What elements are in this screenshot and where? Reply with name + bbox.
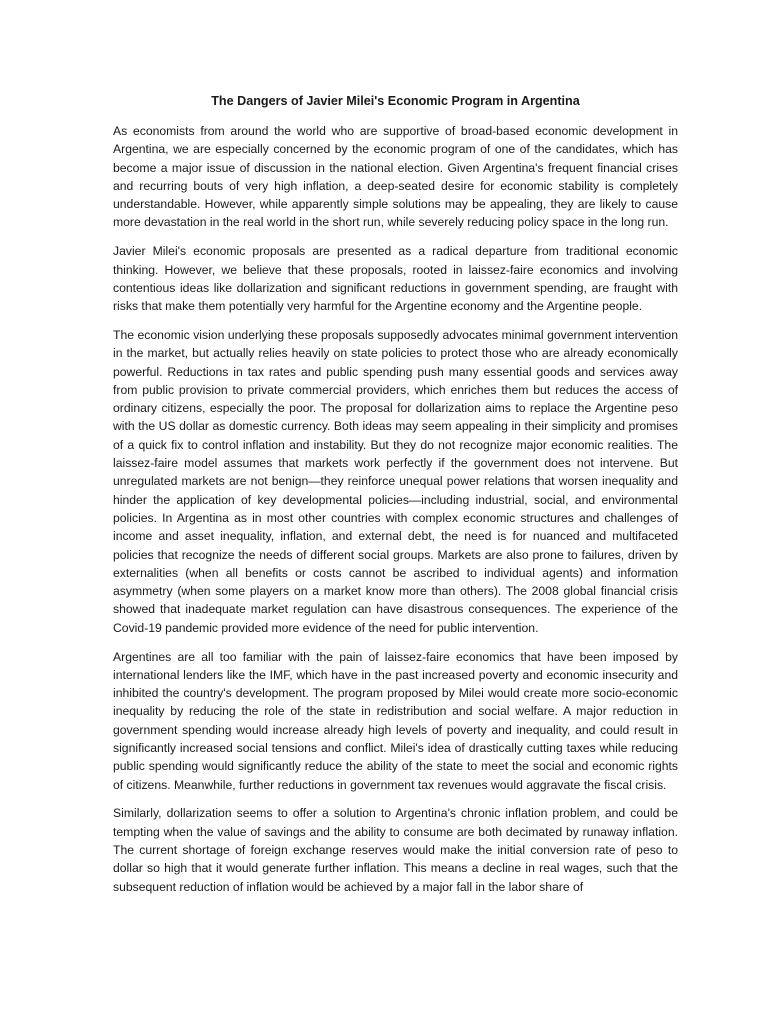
document-title: The Dangers of Javier Milei's Economic Program in Argentina	[211, 94, 580, 108]
paragraph-laissez-faire-pain: Argentines are all too familiar with the pain of laissez-faire economics that have been imposed by international lenders like the IMF, which have in the past increased poverty and economic insecurity and inhibited the country's development. The program proposed by Milei would create more socio-economic inequality by reducing the role of the state in redistribution and social welfare. A major reduction in government spending would increase already high levels of poverty and inequality, and could result in significantly increased social tensions and conflict. Milei's idea of drastically cutting taxes while reducing public spending would significantly reduce the ability of the state to meet the social and economic rights of citizens. Meanwhile, further reductions in government tax revenues would aggravate the fiscal crisis.	[113, 649, 678, 792]
paragraph-dollarization: Similarly, dollarization seems to offer a solution to Argentina's chronic inflation problem, and could be tempting when the value of savings and the ability to consume are both decimated by runaway inflation. The current shortage of foreign exchange reserves would make the initial conversion rate of peso to dollar so high that it would generate further inflation. This means a decline in real wages, such that the subsequent reduction of inflation would be achieved by a major fall in the labor share of	[113, 806, 678, 894]
paragraph-proposals: Javier Milei's economic proposals are presented as a radical departure from traditional economic thinking. However, we believe that these proposals, rooted in laissez-faire economics and involving contentious ideas like dollarization and significant reductions in government spending, are fraught with risks that make them potentially very harmful for the Argentine economy and the Argentine people.	[113, 244, 678, 314]
paragraph-intro: As economists from around the world who are supportive of broad-based economic development in Argentina, we are especially concerned by the economic program of one of the candidates, which has become a major issue of discussion in the national election. Given Argentina's frequent financial crises and recurring bouts of very high inflation, a deep-seated desire for economic stability is completely understandable. However, while apparently simple solutions may be appealing, they are likely to cause more devastation in the real world in the short run, while severely reducing policy space in the long run.	[113, 124, 678, 230]
paragraph-economic-vision: The economic vision underlying these proposals supposedly advocates minimal government intervention in the market, but actually relies heavily on state policies to protect those who are already economically powerful. Reductions in tax rates and public spending push many essential goods and services away from public provision to private commercial providers, which enriches them but reduces the access of ordinary citizens, especially the poor. The proposal for dollarization aims to replace the Argentine peso with the US dollar as domestic currency. Both ideas may seem appealing in their simplicity and promises of a quick fix to control inflation and instability. But they do not recognize major economic realities. The laissez-faire model assumes that markets work perfectly if the government does not intervene. But unregulated markets are not benign—they reinforce unequal power relations that worsen inequality and hinder the application of key developmental policies—including industrial, social, and environmental policies. In Argentina as in most other countries with complex economic structures and challenges of income and asset inequality, inflation, and external debt, the need is for nuanced and multifaceted policies that recognize the needs of different social groups. Markets are also prone to failures, driven by externalities (when all benefits or costs cannot be ascribed to individual agents) and information asymmetry (when some players on a market know more than others). The 2008 global financial crisis showed that inadequate market regulation can have disastrous consequences. The experience of the Covid-19 pandemic provided more evidence of the need for public intervention.	[113, 327, 678, 635]
document-page	[113, 92, 678, 906]
